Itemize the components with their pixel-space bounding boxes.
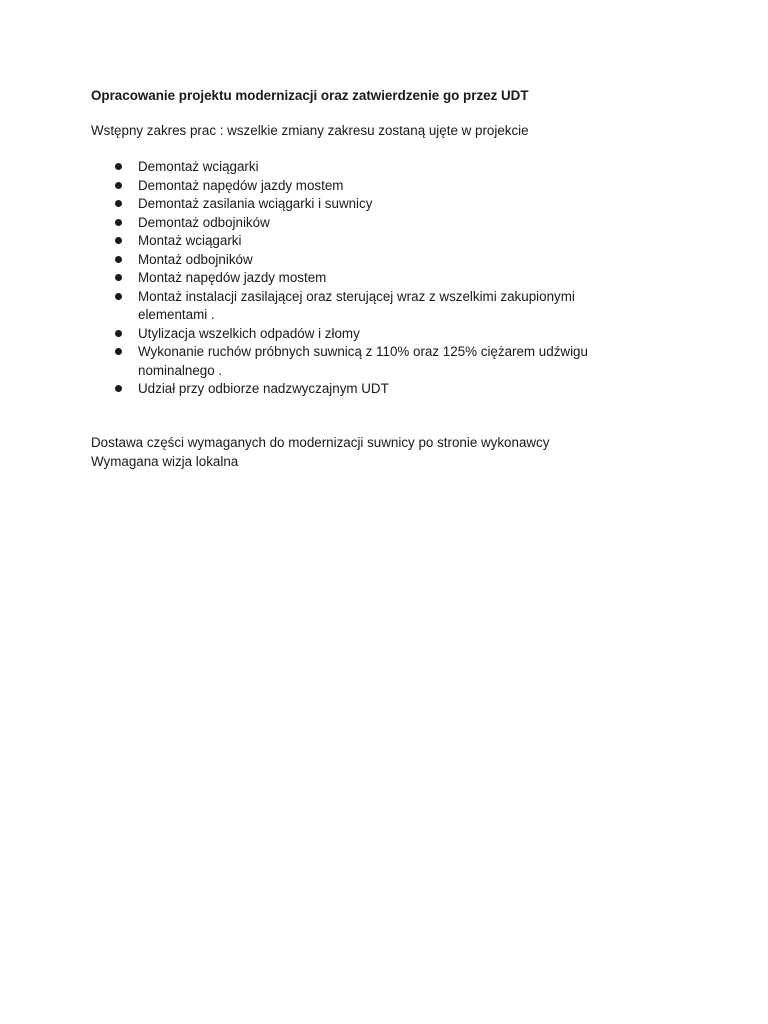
- list-item: [0, 195, 768, 214]
- list-item-text: Utylizacja wszelkich odpadów i złomy: [138, 325, 360, 341]
- list-item-text: Montaż wciągarki: [138, 233, 242, 248]
- list-item: [0, 158, 768, 177]
- list-item-text: Wykonanie ruchów próbnych suwnicą z 110% oraz 125% ciężarem udźwigu nominalnego .: [138, 344, 588, 378]
- bullet-icon: [115, 200, 122, 207]
- bullet-icon: [115, 237, 122, 244]
- list-item: [0, 214, 768, 233]
- list-item: [0, 177, 768, 196]
- bullet-icon: [115, 256, 122, 263]
- list-item-text: Montaż odbojników: [138, 251, 253, 267]
- list-item: [0, 251, 768, 270]
- delivery-note: Dostawa części wymaganych do modernizacji suwnicy po stronie wykonawcy: [91, 435, 550, 450]
- site-visit-note: Wymagana wizja lokalna: [91, 454, 239, 469]
- list-item: [0, 325, 768, 344]
- bullet-icon: [115, 293, 122, 300]
- scope-intro: Wstępny zakres prac : wszelkie zmiany zakresu zostaną ujęte w projekcie: [91, 123, 529, 138]
- bullet-icon: [115, 330, 122, 337]
- list-item: [0, 269, 768, 288]
- bullet-icon: [115, 385, 122, 392]
- bullet-icon: [115, 182, 122, 189]
- list-item-text: Demontaż wciągarki: [138, 159, 259, 174]
- bullet-icon: [115, 163, 122, 170]
- list-item-text: Demontaż zasilania wciągarki i suwnicy: [138, 196, 373, 211]
- document-title: Opracowanie projektu modernizacji oraz zatwierdzenie go przez UDT: [91, 88, 529, 103]
- list-item: [0, 232, 768, 251]
- list-item: [0, 343, 768, 380]
- bullet-icon: [115, 348, 122, 355]
- list-item-text: Udział przy odbiorze nadzwyczajnym UDT: [138, 381, 389, 396]
- list-item-text: Montaż napędów jazdy mostem: [138, 270, 327, 285]
- scope-list: [0, 158, 768, 399]
- list-item: [0, 288, 768, 325]
- list-item-text: Montaż instalacji zasilającej oraz sterującej wraz z wszelkimi zakupionymi elementami .: [138, 288, 575, 322]
- list-item-text: Demontaż napędów jazdy mostem: [138, 177, 344, 193]
- list-item-text: Demontaż odbojników: [138, 214, 270, 230]
- bullet-icon: [115, 219, 122, 226]
- bullet-icon: [115, 274, 122, 281]
- list-item: [0, 380, 768, 399]
